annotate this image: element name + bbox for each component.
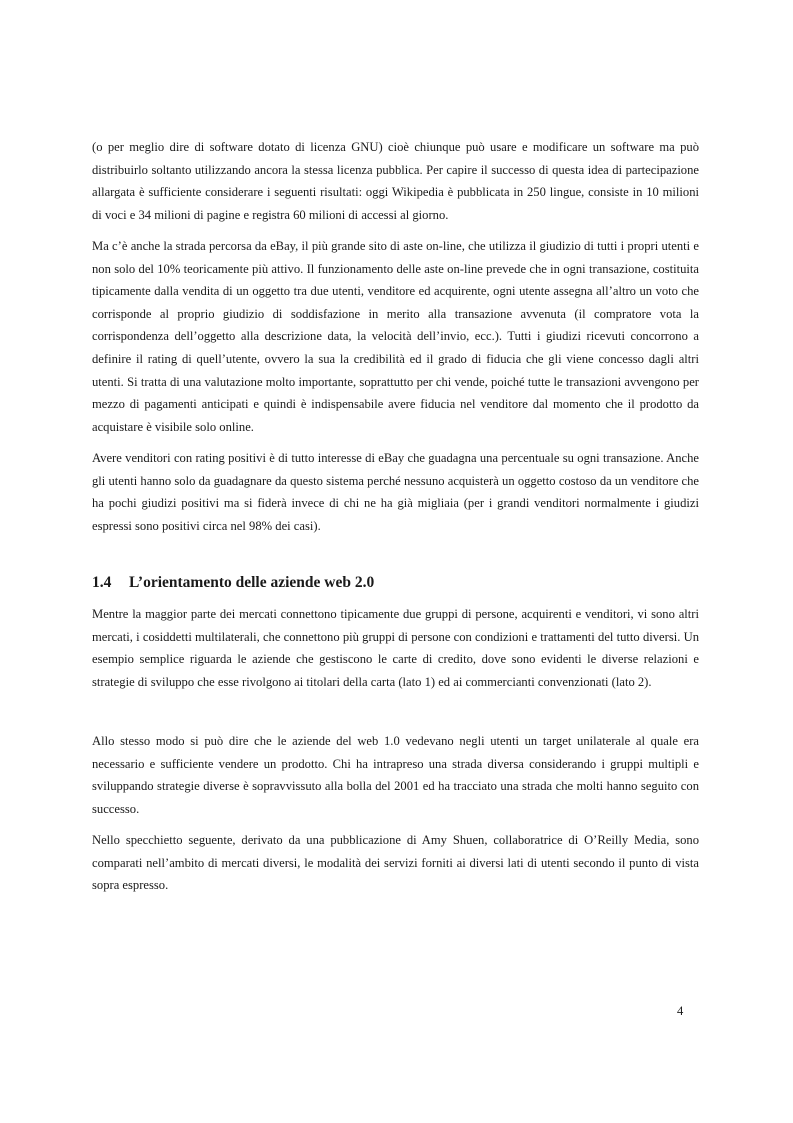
document-page xyxy=(92,0,699,1123)
page-number: 4 xyxy=(677,1004,684,1018)
section-heading xyxy=(92,572,374,594)
paragraph-amy-shuen: Nello specchietto seguente, derivato da una pubblicazione di Amy Shuen, collaboratrice di O’Reilly Media, sono comparati nell’ambito di mercati diversi, le modalità dei servizi forniti ai diversi lati di utenti secondo il punto di vista sopra espresso. xyxy=(92,833,699,893)
paragraph-web-1-companies: Allo stesso modo si può dire che le aziende del web 1.0 vedevano negli utenti un target unilaterale al quale era necessario e sufficiente vendere un prodotto. Chi ha intrapreso una strada diversa considerando i gruppi multipli e sviluppando strategie diverse è sopravvissuto alla bolla del 2001 ed ha tracciato una strada che molti hanno seguito con successo. xyxy=(92,734,699,816)
paragraph-ebay-rating: Ma c’è anche la strada percorsa da eBay, il più grande sito di aste on-line, che utilizza il giudizio di tutti i propri utenti e non solo del 10% teoricamente più attivo. Il funzionamento delle aste on-line prevede che in ogni transazione, costituita tipicamente dalla vendita di un oggetto tra due utenti, venditore ed acquirente, ogni utente assegna all’altro un voto che corrisponde al proprio giudizio di soddisfazione in merito alla transazione avvenuta (il compratore vota la corrispondenza dell’oggetto alla descrizione data, la velocità dell’invio, ecc.). Tutti i giudizi ricevuti concorrono a definire il rating di quell’utente, ovvero la sua la credibilità ed il grado di fiducia che gli viene concesso dagli altri utenti. Si tratta di una valutazione molto importante, soprattutto per chi vende, poiché tutte le transazioni avvengono per mezzo di pagamenti anticipati e quindi è indispensabile avere fiducia nel venditore dal momento che il prodotto da acquistare è visibile solo online. xyxy=(92,239,699,434)
section-title: L’orientamento delle aziende web 2.0 xyxy=(129,574,375,591)
paragraph-ebay-sellers: Avere venditori con rating positivi è di tutto interesse di eBay che guadagna una percentuale su ogni transazione. Anche gli utenti hanno solo da guadagnare da questo sistema perché nessuno acquisterà un oggetto costoso da un venditore che ha pochi giudizi positivi ma si fiderà invece di chi ne ha già migliaia (per i grandi venditori normalmente i giudizi espressi sono positivi circa nel 98% dei casi). xyxy=(92,451,699,533)
paragraph-gnu-wikipedia: (o per meglio dire di software dotato di licenza GNU) cioè chiunque può usare e modificare un software ma può distribuirlo soltanto utilizzando ancora la stessa licenza pubblica. Per capire il successo di questa idea di partecipazione allargata è sufficiente considerare i seguenti risultati: oggi Wikipedia è pubblicata in 250 lingue, consiste in 10 milioni di voci e 34 milioni di pagine e registra 60 milioni di accessi al giorno. xyxy=(92,140,699,222)
section-number: 1.4 xyxy=(92,574,112,591)
paragraph-multilateral-markets: Mentre la maggior parte dei mercati connettono tipicamente due gruppi di persone, acquirenti e venditori, vi sono altri mercati, i cosiddetti multilaterali, che connettono più gruppi di persone con condizioni e trattamenti del tutto diversi. Un esempio semplice riguarda le aziende che gestiscono le carte di credito, dove sono evidenti le diverse relazioni e strategie di sviluppo che esse rivolgono ai titolari della carta (lato 1) ed ai commercianti convenzionati (lato 2). xyxy=(92,607,699,689)
